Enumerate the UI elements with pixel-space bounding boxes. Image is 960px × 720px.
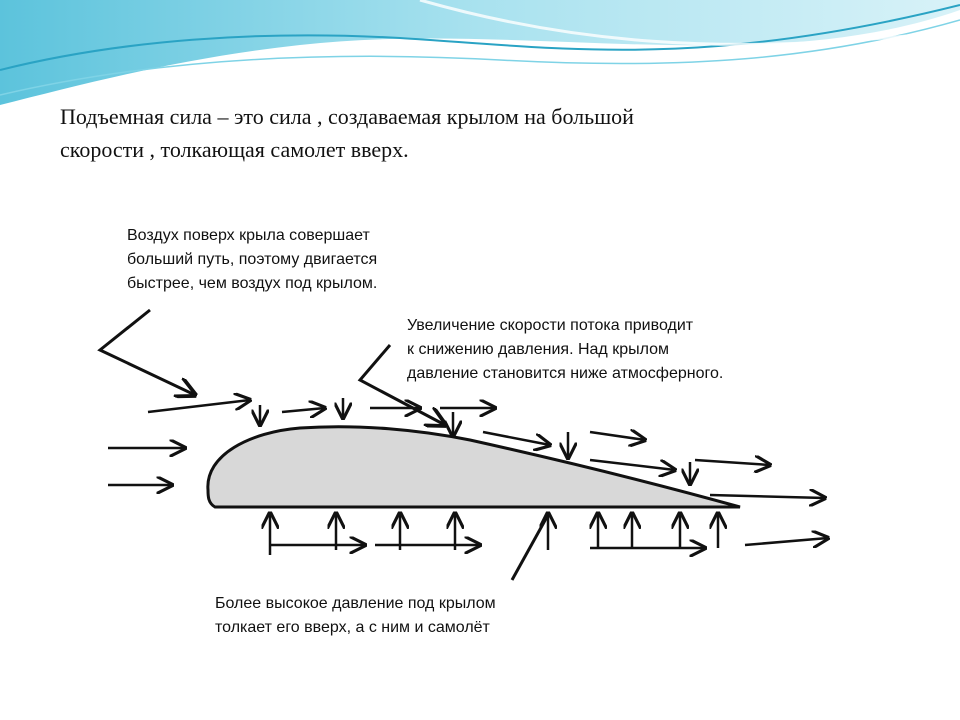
airflow-arrow	[745, 538, 828, 545]
note-pressure-drop-line: давление становится ниже атмосферного.	[407, 365, 724, 382]
note-upper-flow-line: быстрее, чем воздух под крылом.	[127, 275, 378, 292]
callout-pointer-lift	[512, 515, 548, 580]
airflow-arrow	[483, 432, 550, 445]
slide-text-line-1: Подъемная сила – это сила , создаваемая крылом на большой	[60, 104, 634, 129]
slide-text	[60, 100, 860, 166]
note-pressure-drop	[407, 317, 723, 382]
wing-airfoil	[208, 427, 740, 507]
note-upper-flow-line: больший путь, поэтому двигается	[127, 251, 378, 268]
note-lift-line: толкает его вверх, а с ним и самолёт	[215, 619, 490, 636]
airflow-arrow	[590, 460, 675, 470]
airflow-arrow	[282, 408, 325, 412]
slide-text-line-2: скорости , толкающая самолет вверх.	[60, 137, 409, 162]
wing-lift-diagram	[88, 210, 850, 646]
airflow-arrow	[695, 460, 770, 465]
airflow-arrow	[710, 495, 825, 498]
note-pressure-drop-line: к снижению давления. Над крылом	[407, 341, 670, 358]
note-upper-flow-line: Воздух поверх крыла совершает	[127, 227, 370, 244]
note-lift	[215, 595, 496, 636]
airflow-arrow	[148, 400, 250, 412]
note-lift-line: Более высокое давление под крылом	[215, 595, 496, 612]
note-upper-flow	[127, 227, 377, 292]
callout-pointer-upper	[100, 310, 195, 395]
airflow-arrow	[590, 432, 645, 440]
note-pressure-drop-line: Увеличение скорости потока приводит	[407, 317, 694, 334]
